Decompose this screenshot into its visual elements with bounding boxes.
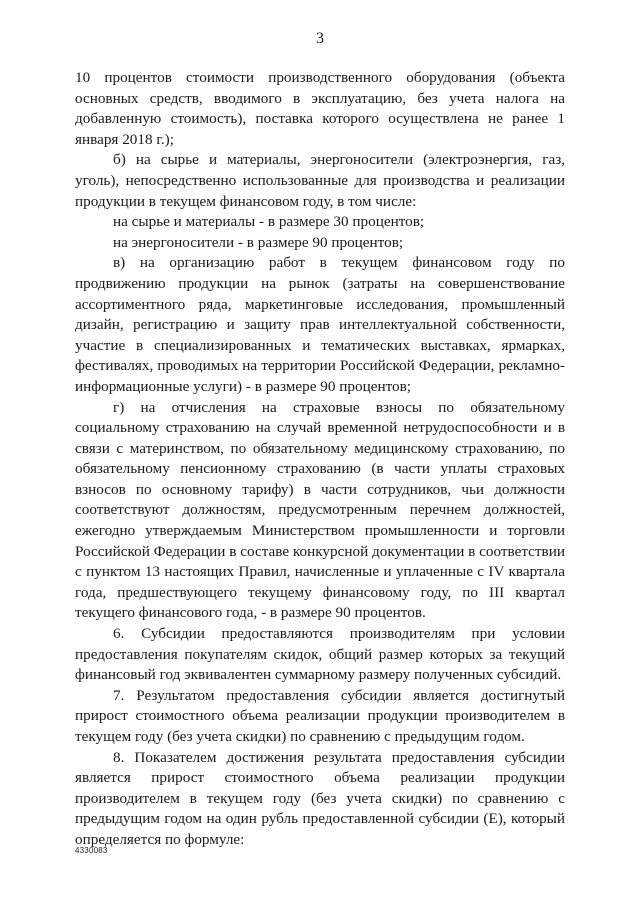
paragraph-clause-7: 7. Результатом предоставления субсидии является достигнутый прирост стоимостного объема реализации продукции производителем в текущем году (без учета скидки) по сравнению с предыдущим годом. <box>75 686 565 745</box>
paragraph-clause-8: 8. Показателем достижения результата предоставления субсидии является прирост стоимостного объема реализации продукции производителем в текущем году (без учета скидки) по сравнению с предыдущим годом на один рубль предоставленной субсидии (Е), который определяется по формуле: <box>75 748 565 848</box>
paragraph-clause-6: 6. Субсидии предоставляются производителям при условии предоставления покупателям скидок, общий размер которых за текущий финансовый год эквивалентен суммарному размеру полученных субсидий. <box>75 625 565 684</box>
page-number: 3 <box>316 30 324 47</box>
paragraph-energy: на энергоносители - в размере 90 процентов; <box>113 233 404 251</box>
document-body <box>75 68 565 851</box>
paragraph-continuation: 10 процентов стоимости производственного оборудования (объекта основных средств, вводимого в эксплуатацию, без учета налога на добавленную стоимость), поставка которого осуществлена не ранее 1 января 2018 г.); <box>75 69 565 148</box>
paragraph-item-v: в) на организацию работ в текущем финансовом году по продвижению продукции на рынок (затраты на совершенствование ассортиментного ряда, маркетинговые исследования, промышленный дизайн, регистрацию и защиту прав интеллектуальной собственности, участие в специализированных и тематических выставках, ярмарках, фестивалях, проводимых на территории Российской Федерации, рекламно-информационные услуги) - в размере 90 процентов; <box>75 254 565 395</box>
paragraph-item-g: г) на отчисления на страховые взносы по обязательному социальному страхованию на случай временной нетрудоспособности и в связи с материнством, по обязательному медицинскому страхованию, по обязательному пенсионному страхованию (в части уплаты страховых взносов по основному тарифу) в части сотрудников, чьи должности соответствуют должностям, предусмотренным перечнем должностей, ежегодно утверждаемым Министерством промышленности и торговли Российской Федерации в составе конкурсной документации в соответствии с пунктом 13 настоящих Правил, начисленные и уплаченные с IV квартала года, предшествующего текущему финансовому году, по III квартал текущего финансового года, - в размере 90 процентов. <box>75 398 565 622</box>
paragraph-item-b: б) на сырье и материалы, энергоносители (электроэнергия, газ, уголь), непосредственно использованные для производства и реализации продукции в текущем финансовом году, в том числе: <box>75 151 565 210</box>
paragraph-raw-materials: на сырье и материалы - в размере 30 процентов; <box>113 213 425 231</box>
document-id: 4330083 <box>75 846 108 855</box>
